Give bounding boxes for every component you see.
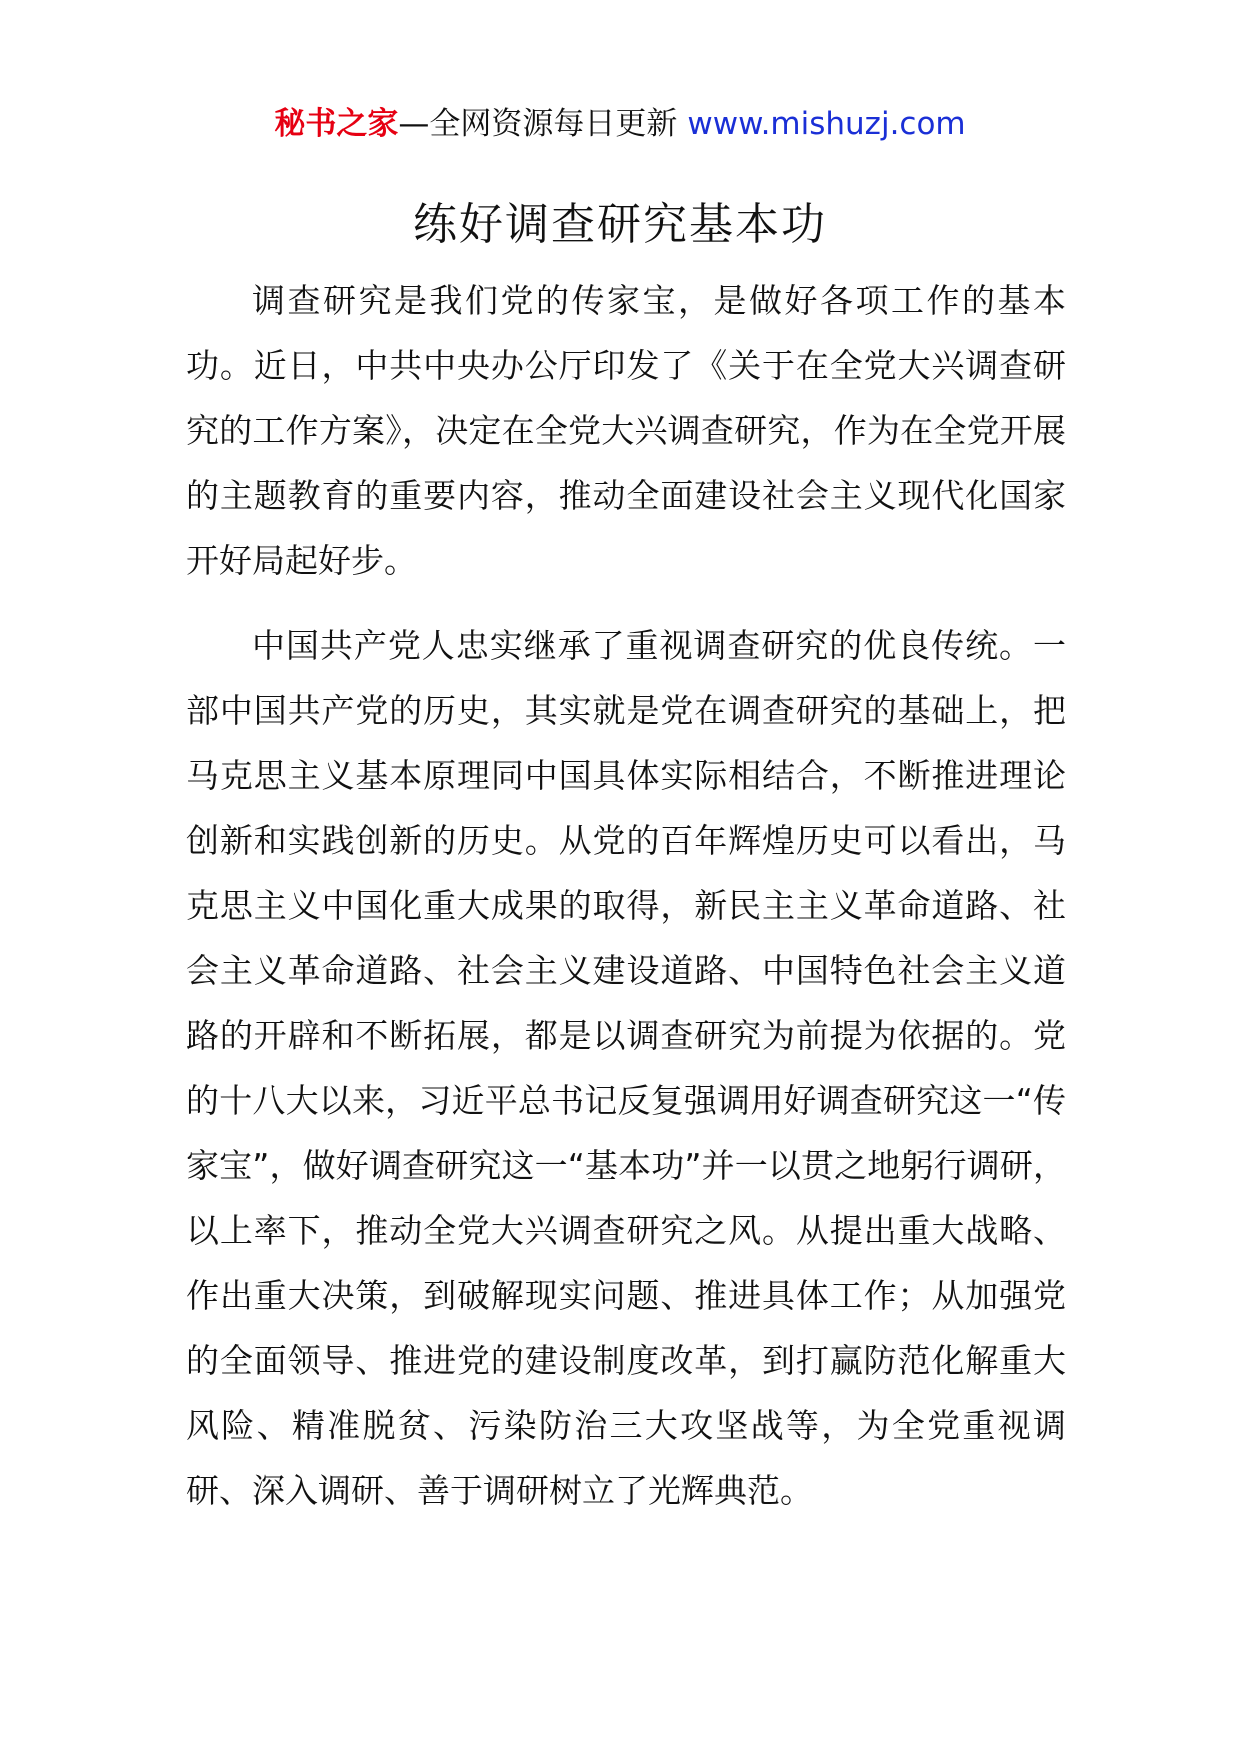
site-header xyxy=(0,102,1240,146)
brand-name: 秘书之家 xyxy=(274,106,399,142)
header-slogan: —全网资源每日更新 xyxy=(398,106,678,142)
document-title: 练好调查研究基本功 xyxy=(413,199,827,250)
paragraph-1: 调查研究是我们党的传家宝，是做好各项工作的基本功。近日，中共中央办公厅印发了《关于在全党大兴调查研究的工作方案》，决定在全党大兴调查研究，作为在全党开展的主题教育的重要内容，推动全面建设社会主义现代化国家开好局起好步。 xyxy=(186,281,1066,580)
site-url-link[interactable]: www.mishuzj.com xyxy=(687,106,966,142)
document-body xyxy=(186,268,1066,1543)
paragraph-2: 中国共产党人忠实继承了重视调查研究的优良传统。一部中国共产党的历史，其实就是党在调查研究的基础上，把马克思主义基本原理同中国具体实际相结合，不断推进理论创新和实践创新的历史。从党的百年辉煌历史可以看出，马克思主义中国化重大成果的取得，新民主主义革命道路、社会主义革命道路、社会主义建设道路、中国特色社会主义道路的开辟和不断拓展，都是以调查研究为前提为依据的。党的十八大以来，习近平总书记反复强调用好调查研究这一“传家宝”，做好调查研究这一“基本功”并一以贯之地躬行调研，以上率下，推动全党大兴调查研究之风。从提出重大战略、作出重大决策，到破解现实问题、推进具体工作；从加强党的全面领导、推进党的建设制度改革，到打赢防范化解重大风险、精准脱贫、污染防治三大攻坚战等，为全党重视调研、深入调研、善于调研树立了光辉典范。 xyxy=(186,626,1066,1510)
